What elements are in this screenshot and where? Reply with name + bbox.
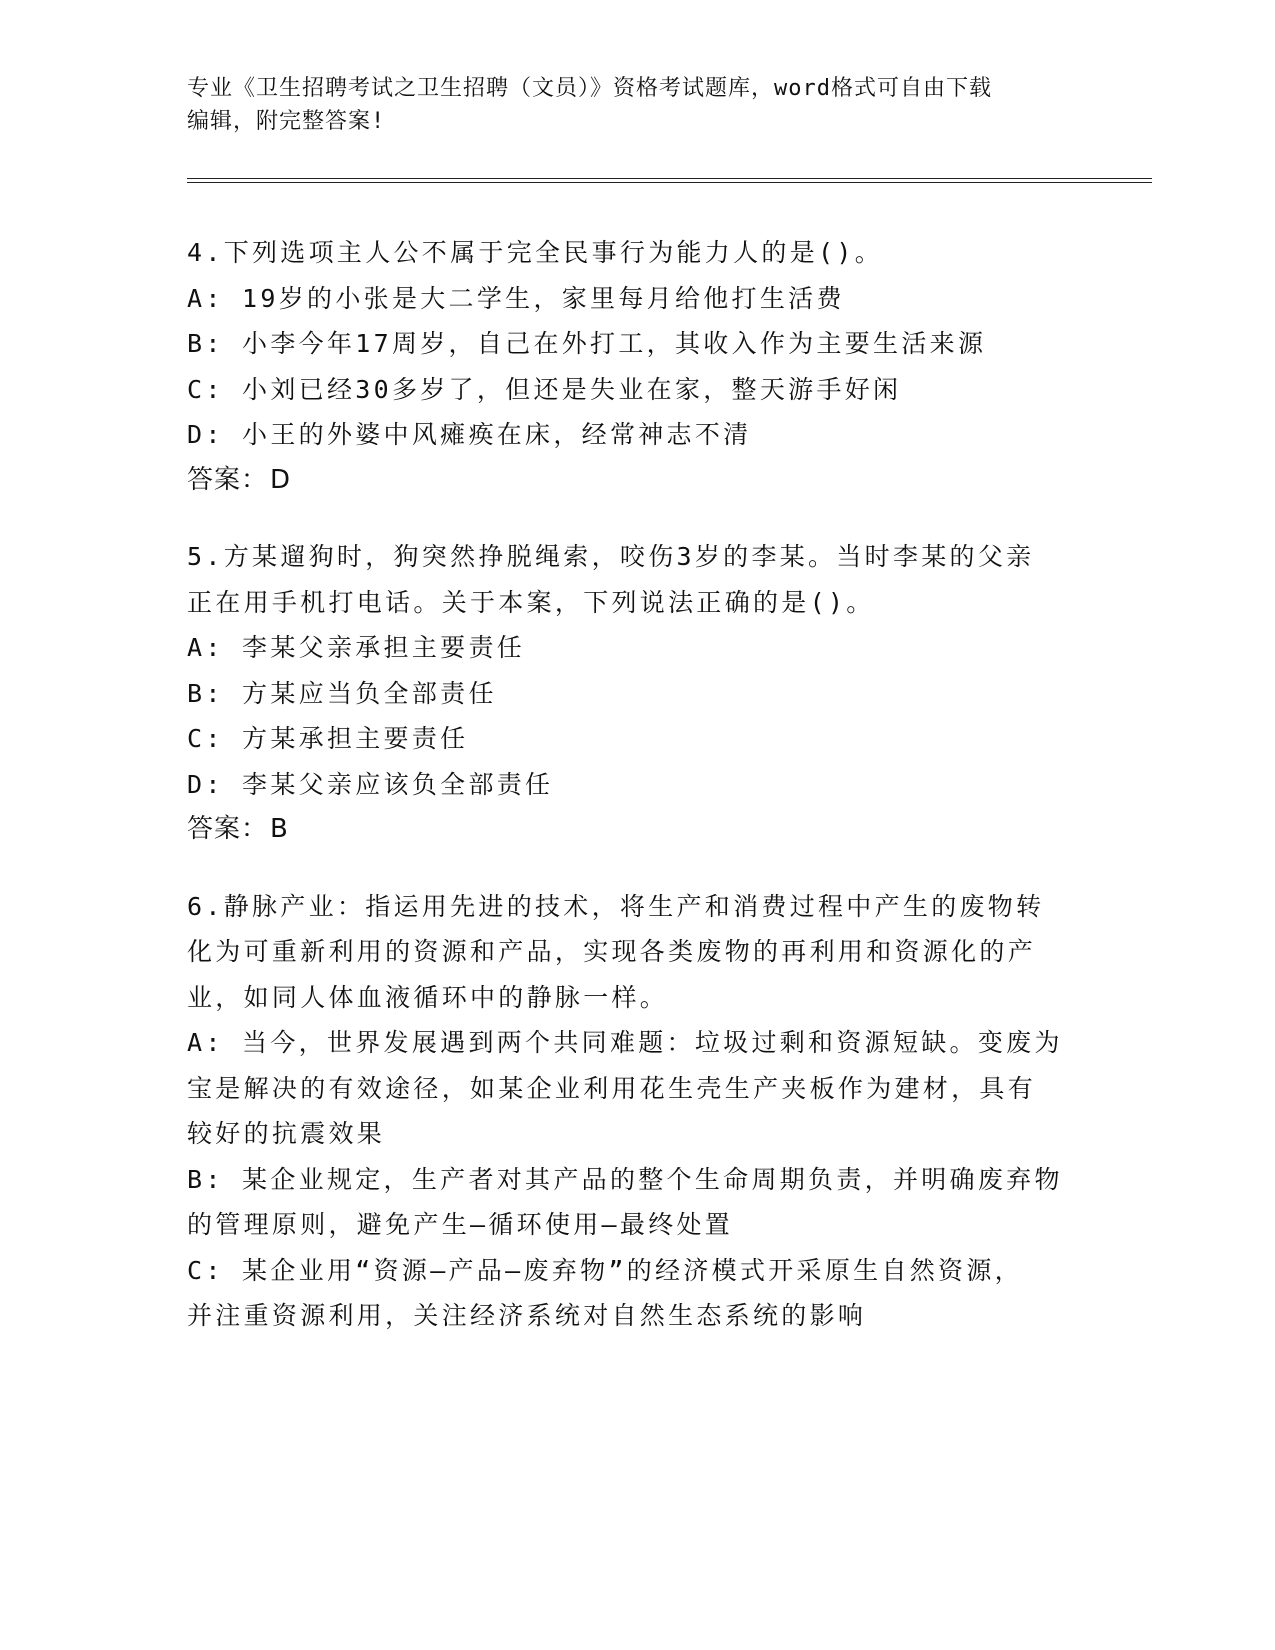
answer-value: D (270, 464, 292, 495)
header-intro-line-1: 专业《卫生招聘考试之卫生招聘（文员）》资格考试题库，word格式可自由下载 (187, 76, 992, 101)
question-block (187, 230, 1077, 503)
option-line: A: 当今，世界发展遇到两个共同难题：垃圾过剩和资源短缺。变废为 (187, 1028, 1063, 1057)
question-block (187, 884, 1077, 1339)
document-header (187, 72, 1087, 138)
option-line: B: 方某应当负全部责任 (187, 678, 497, 708)
option-line: A: 19岁的小张是大二学生，家里每月给他打生活费 (187, 283, 845, 313)
answer-line (187, 807, 1077, 853)
answer-label: 答案： (187, 464, 269, 495)
question-block (187, 534, 1077, 853)
question-stem-line: 业，如同人体血液循环中的静脉一样。 (187, 982, 669, 1012)
option-line: 的管理原则，避免产生—循环使用—最终处置 (187, 1210, 734, 1239)
option-line: D: 李某父亲应该负全部责任 (187, 769, 554, 799)
question-stem-line: 5.方某遛狗时，狗突然挣脱绳索，咬伤3岁的李某。当时李某的父亲 (187, 542, 1035, 571)
option-line: C: 某企业用“资源—产品—废弃物”的经济模式开采原生自然资源， (187, 1255, 1023, 1285)
answer-line (187, 458, 1077, 504)
header-intro-line-2: 编辑，附完整答案! (187, 109, 386, 134)
question-stem-line: 4.下列选项主人公不属于完全民事行为能力人的是()。 (187, 238, 884, 267)
option-line: C: 小刘已经30多岁了，但还是失业在家，整天游手好闲 (187, 374, 902, 404)
option-line: 宝是解决的有效途径，如某企业利用花生壳生产夹板作为建材，具有 (187, 1073, 1037, 1103)
option-line: B: 某企业规定，生产者对其产品的整个生命周期负责，并明确废弃物 (187, 1164, 1063, 1194)
question-stem-line: 6.静脉产业：指运用先进的技术，将生产和消费过程中产生的废物转 (187, 891, 1045, 921)
option-line: 较好的抗震效果 (187, 1119, 386, 1148)
option-line: A: 李某父亲承担主要责任 (187, 633, 526, 662)
header-divider (187, 178, 1152, 183)
question-list (187, 230, 1077, 1370)
option-line: 并注重资源利用，关注经济系统对自然生态系统的影响 (187, 1301, 867, 1330)
question-stem-line: 化为可重新利用的资源和产品，实现各类废物的再利用和资源化的产 (187, 937, 1037, 966)
option-line: C: 方某承担主要责任 (187, 724, 469, 753)
option-line: B: 小李今年17周岁，自己在外打工，其收入作为主要生活来源 (187, 329, 987, 358)
answer-label: 答案： (187, 814, 269, 844)
question-stem-line: 正在用手机打电话。关于本案，下列说法正确的是()。 (187, 587, 875, 617)
option-line: D: 小王的外婆中风瘫痪在床，经常神志不清 (187, 420, 752, 449)
answer-value: B (270, 814, 289, 844)
